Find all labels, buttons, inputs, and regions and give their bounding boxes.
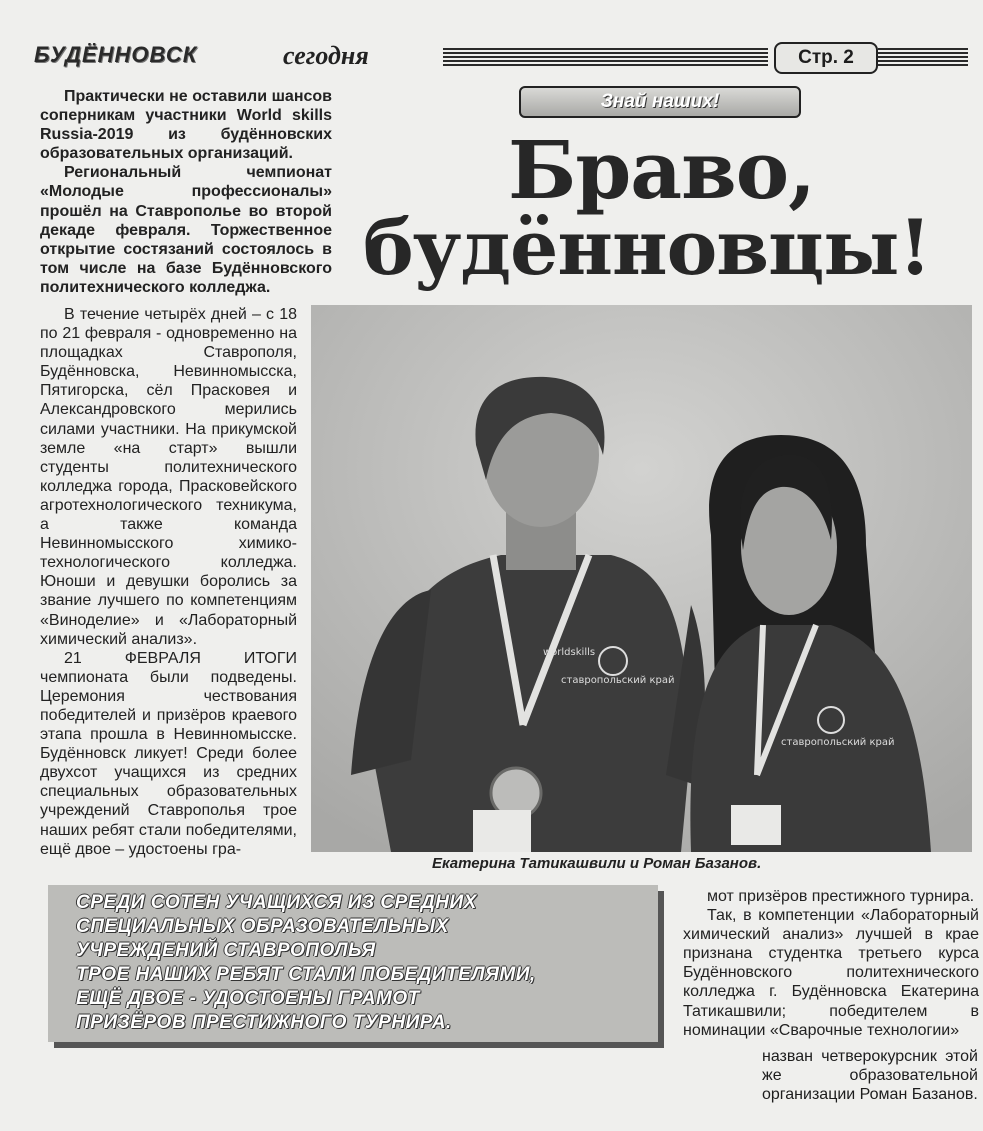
- masthead-title: БУДЁННОВСК: [34, 42, 198, 67]
- body-paragraph: Так, в компетенции «Лабораторный химический анализ» лучшей в крае признана студентка третьего курса Будённовского политехнического колледжа г. Будённовска Екатерина Татикашвили; победителем в номинации «Сварочные технологии»: [683, 907, 979, 1039]
- body-paragraph: 21 ФЕВРАЛЯ ИТОГИ чемпионата были подведены. Церемония чествования победителей и призёров краевого этапа прошла в Невинномысске. Будённовск ликует! Среди более двухсот учащихся из средних специальных образовательных учреждений Ставрополья трое наших ребят стали победителями, ещё двое – удостоены гра-: [40, 649, 297, 858]
- pull-quote-line: ЕЩЁ ДВОЕ - УДОСТОЕНЫ ГРАМОТ: [76, 988, 420, 1009]
- article-right-column: [683, 887, 979, 1040]
- pull-quote-box: [48, 885, 658, 1042]
- section-tag: Знай наших!: [519, 86, 801, 118]
- body-paragraph: мот призёров престижного турнира.: [707, 888, 975, 905]
- pull-quote-line: СПЕЦИАЛЬНЫХ ОБРАЗОВАТЕЛЬНЫХ: [76, 916, 449, 937]
- lead-paragraphs: [40, 87, 332, 297]
- pull-quote-line: СРЕДИ СОТЕН УЧАЩИХСЯ ИЗ СРЕДНИХ: [76, 892, 477, 913]
- photo-illustration: [311, 305, 972, 852]
- article-photo: [311, 305, 972, 852]
- header-rule-right: [878, 48, 968, 66]
- lead-paragraph: Региональный чемпионат «Молодые профессионалы» прошёл на Ставрополье во второй декаде февраля. Торжественное открытие состязаний состоялось в том числе на базе Будённовского политехнического колледжа.: [40, 164, 332, 296]
- pull-quote-line: ПРИЗЁРОВ ПРЕСТИЖНОГО ТУРНИРА.: [76, 1012, 452, 1033]
- masthead-subtitle: сегодня: [283, 41, 369, 70]
- shirt-text-left: ставропольский край: [561, 675, 675, 686]
- photo-caption: Екатерина Татикашвили и Роман Базанов.: [432, 855, 762, 872]
- shirt-text-right: ставропольский край: [781, 737, 895, 748]
- body-paragraph: В течение четырёх дней – с 18 по 21 февраля - одновременно на площадках Ставрополя, Будённовска, Невинномысска, Пятигорска, сёл Прасковея и Александровского мерились силами участники. На прикумской земле «на старт» вышли студенты политехнического колледжа города, Прасковейского агротехнологического техникума, а также команда Невинномысского химико-технологического колледжа. Юноши и девушки боролись за звание лучшего по компетенциям «Виноделие» и «Лабораторный химический анализ».: [40, 306, 297, 648]
- pull-quote-line: ТРОЕ НАШИХ РЕБЯТ СТАЛИ ПОБЕДИТЕЛЯМИ,: [76, 964, 536, 985]
- pull-quote-text: [76, 891, 666, 1035]
- pull-quote-line: УЧРЕЖДЕНИЙ СТАВРОПОЛЬЯ: [76, 940, 376, 961]
- article-tail-text: назван четверокурсник этой же образовательной организации Роман Базанов.: [762, 1048, 978, 1104]
- header-rule-left: [443, 48, 768, 66]
- headline-line-2: будённовцы!: [363, 203, 931, 292]
- headline-line-1: Браво,: [508, 123, 815, 217]
- page-number-badge: Стр. 2: [774, 42, 878, 74]
- lead-paragraph: Практически не оставили шансов соперникам участники World skills Russia-2019 из будённовских образовательных организаций.: [40, 88, 332, 163]
- shirt-logo-left: worldskills: [543, 647, 596, 658]
- article-body-column: [40, 305, 297, 859]
